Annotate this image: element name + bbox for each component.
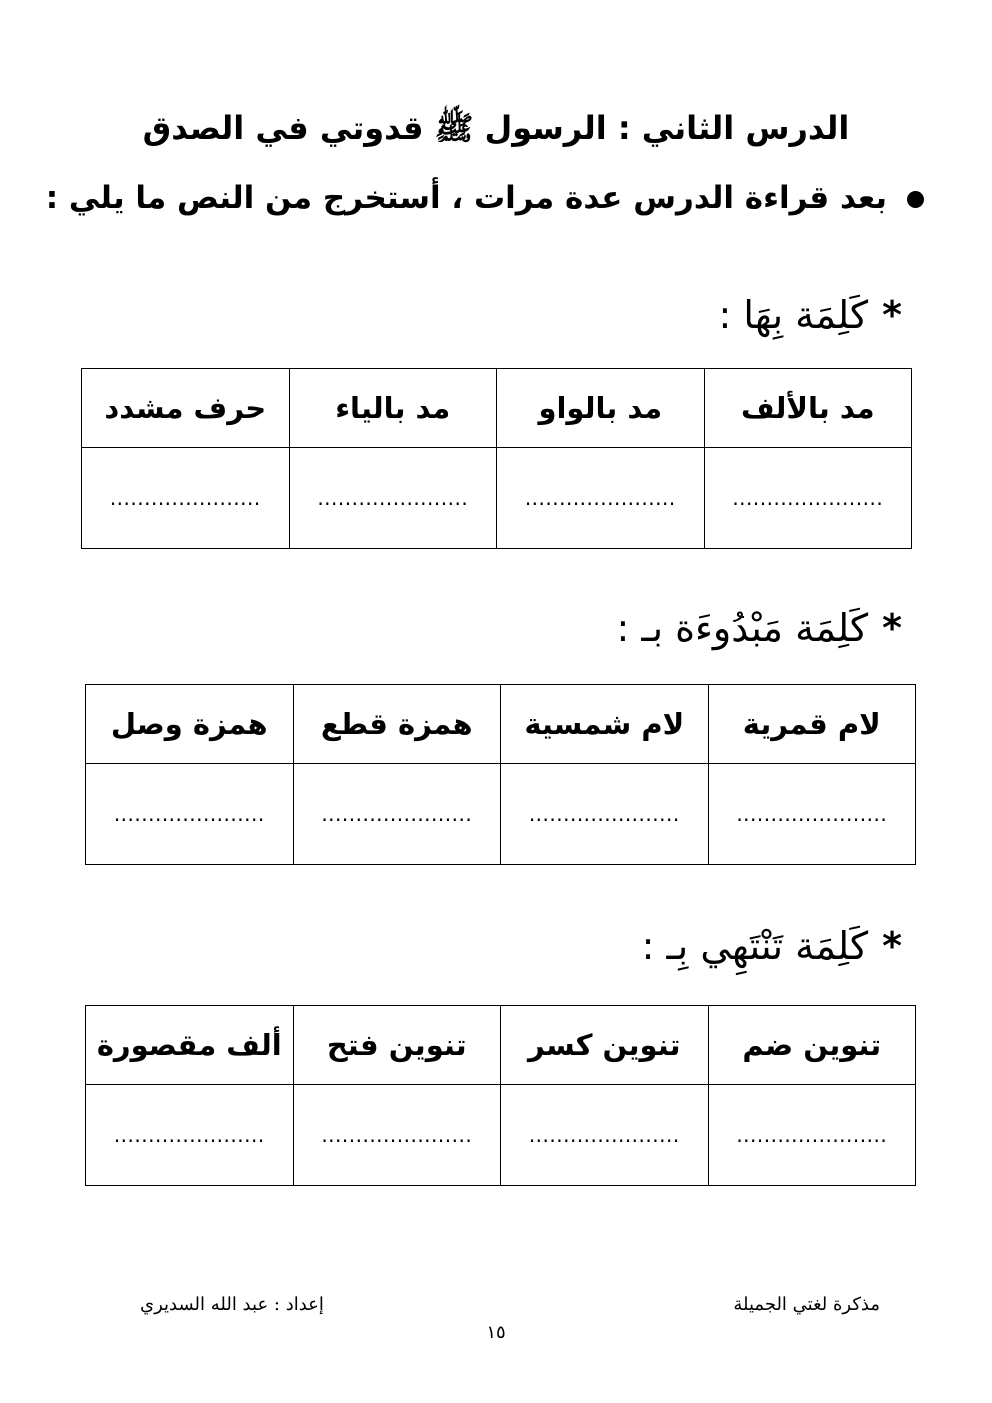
section-heading-1 — [718, 285, 902, 345]
column-header: مد بالياء — [289, 369, 497, 448]
column-header: همزة وصل — [86, 685, 294, 764]
instruction — [45, 168, 924, 228]
answer-cell[interactable]: ...................... — [501, 764, 709, 865]
answer-cell[interactable]: ...................... — [86, 764, 294, 865]
column-header: لام شمسية — [501, 685, 709, 764]
star-icon: * — [882, 924, 902, 968]
answer-cell[interactable]: ...................... — [293, 764, 501, 865]
star-icon: * — [882, 293, 902, 337]
answer-cell[interactable]: ...................... — [86, 1085, 294, 1186]
star-icon: * — [882, 606, 902, 650]
column-header: تنوين كسر — [501, 1006, 709, 1085]
answer-cell[interactable]: ...................... — [293, 1085, 501, 1186]
footer-book-title: مذكرة لغتي الجميلة — [733, 1294, 880, 1315]
column-header: همزة قطع — [293, 685, 501, 764]
answer-cell[interactable]: ...................... — [704, 448, 912, 549]
column-header: لام قمرية — [708, 685, 916, 764]
table-header-row — [82, 369, 912, 448]
answer-cell[interactable]: ...................... — [708, 1085, 916, 1186]
answer-cell[interactable]: ...................... — [82, 448, 290, 549]
instruction-text: بعد قراءة الدرس عدة مرات ، أستخرج من النص ما يلي : — [45, 180, 887, 216]
answer-cell[interactable]: ...................... — [289, 448, 497, 549]
column-header: حرف مشدد — [82, 369, 290, 448]
page-title: الدرس الثاني : الرسول ﷺ قدوتي في الصدق — [142, 109, 850, 147]
bullet-icon — [907, 191, 924, 208]
answer-row — [86, 764, 916, 865]
section-heading-text: كَلِمَة بِهَا : — [718, 293, 869, 337]
footer-author: إعداد : عبد الله السديري — [140, 1294, 324, 1315]
section-heading-2 — [616, 598, 902, 658]
table-header-row — [86, 1006, 916, 1085]
column-header: تنوين فتح — [293, 1006, 501, 1085]
answer-cell[interactable]: ...................... — [708, 764, 916, 865]
section-heading-text: كَلِمَة مَبْدُوءَة بـ : — [616, 606, 869, 650]
answer-cell[interactable]: ...................... — [497, 448, 705, 549]
table-2 — [85, 684, 916, 865]
column-header: مد بالألف — [704, 369, 912, 448]
column-header: تنوين ضم — [708, 1006, 916, 1085]
table-1 — [81, 368, 912, 549]
table-header-row — [86, 685, 916, 764]
section-heading-3 — [642, 916, 902, 976]
table-3 — [85, 1005, 916, 1186]
section-heading-text: كَلِمَة تَنْتَهِي بِـ : — [641, 924, 869, 968]
answer-row — [82, 448, 912, 549]
column-header: مد بالواو — [497, 369, 705, 448]
column-header: ألف مقصورة — [86, 1006, 294, 1085]
answer-cell[interactable]: ...................... — [501, 1085, 709, 1186]
answer-row — [86, 1085, 916, 1186]
page-number: ١٥ — [486, 1322, 506, 1343]
